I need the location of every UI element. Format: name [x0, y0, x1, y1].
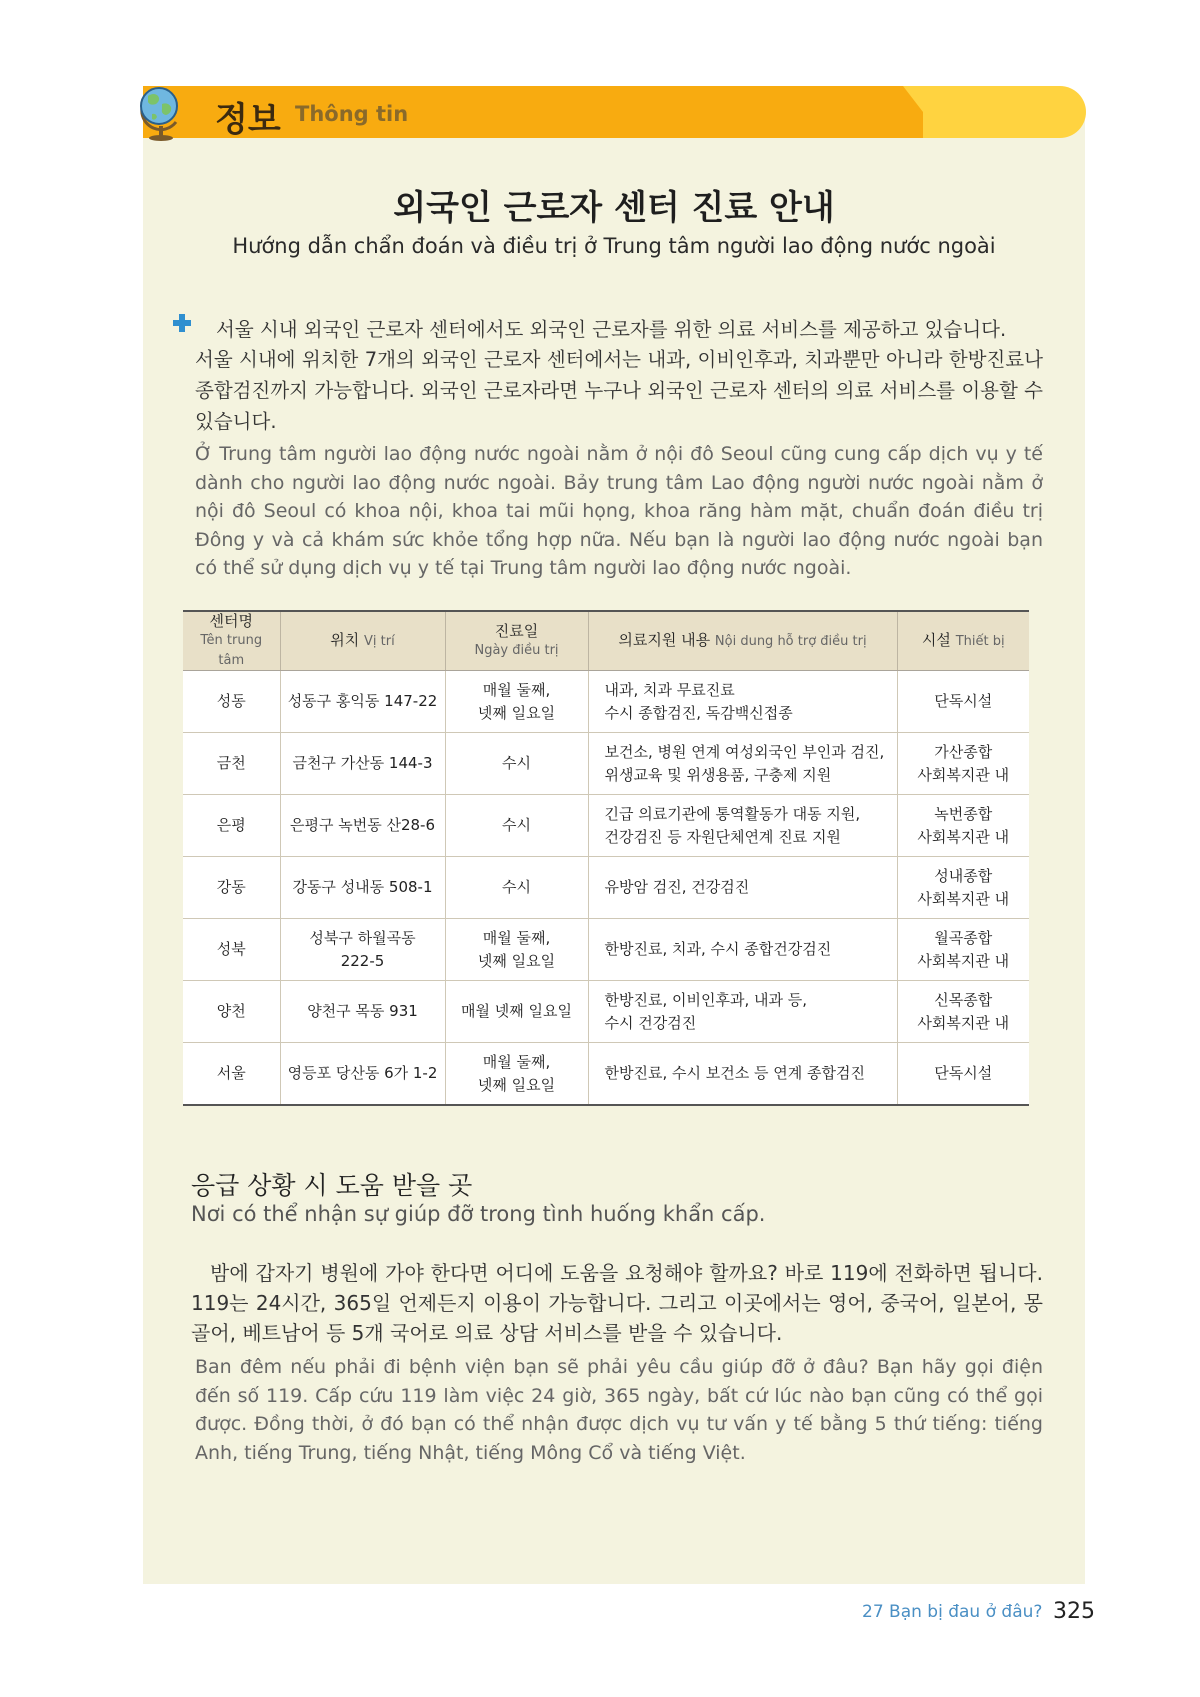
emergency-subtitle: Nơi có thể nhận sự giúp đỡ trong tình huống khẩn cấp. — [191, 1202, 766, 1226]
cell-support: 보건소, 병원 연계 여성외국인 부인과 검진, 위생교육 및 위생용품, 구충제 지원 — [588, 733, 897, 795]
cell-day: 수시 — [445, 733, 588, 795]
cell-name: 금천 — [183, 733, 280, 795]
cell-name: 성동 — [183, 671, 280, 733]
intro-body-ko: 서울 시내에 위치한 7개의 외국인 근로자 센터에서는 내과, 이비인후과, 치과뿐만 아니라 한방진료나 종합검진까지 가능합니다. 외국인 근로자라면 누구나 외국인 근로자 센터의 의료 서비스를 이용할 수 있습니다. — [195, 348, 1043, 433]
cell-day: 매월 둘째, 넷째 일요일 — [445, 1043, 588, 1106]
cell-facility: 단독시설 — [897, 671, 1029, 733]
cell-name: 서울 — [183, 1043, 280, 1106]
plus-icon — [172, 313, 192, 333]
cell-day: 매월 둘째, 넷째 일요일 — [445, 671, 588, 733]
cell-facility: 가산종합 사회복지관 내 — [897, 733, 1029, 795]
page-title: 외국인 근로자 센터 진료 안내 — [393, 188, 835, 228]
footer-chapter: 27 Bạn bị đau ở đâu? — [862, 1602, 1043, 1622]
header-center-name: 센터명 Tên trung tâm — [183, 611, 280, 671]
cell-day: 수시 — [445, 795, 588, 857]
header-day: 진료일 Ngày điều trị — [445, 611, 588, 671]
center-table — [183, 610, 1029, 1106]
cell-facility: 녹번종합 사회복지관 내 — [897, 795, 1029, 857]
cell-location: 성북구 하월곡동 222-5 — [280, 919, 445, 981]
cell-facility: 단독시설 — [897, 1043, 1029, 1106]
header-location: 위치 Vị trí — [280, 611, 445, 671]
cell-location: 양천구 목동 931 — [280, 981, 445, 1043]
cell-name: 은평 — [183, 795, 280, 857]
cell-location: 강동구 성내동 508-1 — [280, 857, 445, 919]
cell-support: 유방암 검진, 건강검진 — [588, 857, 897, 919]
cell-name: 성북 — [183, 919, 280, 981]
table-row — [183, 795, 1029, 857]
banner-title: 정보 — [215, 100, 281, 138]
header-support: 의료지원 내용 Nội dung hỗ trợ điều trị — [588, 611, 897, 671]
intro-body-vi: Ở Trung tâm người lao động nước ngoài nằm ở nội đô Seoul cũng cung cấp dịch vụ y tế dành cho người lao động nước ngoài. Bảy trung tâm Lao động người nước ngoài nằm ở nội đô Seoul có khoa nội, khoa tai mũi họng, khoa răng hàm mặt, chuẩn đoán điều trị Đông y và cả khám sức khỏe tổng hợp nữa. Nếu bạn là người lao động nước ngoài bạn có thể sử dụng dịch vụ y tế tại Trung tâm người lao động nước ngoài. — [195, 443, 1043, 579]
cell-name: 강동 — [183, 857, 280, 919]
table-row — [183, 857, 1029, 919]
header-facility: 시설 Thiết bị — [897, 611, 1029, 671]
cell-support: 한방진료, 수시 보건소 등 연계 종합검진 — [588, 1043, 897, 1106]
table-row — [183, 981, 1029, 1043]
cell-support: 긴급 의료기관에 통역활동가 대동 지원, 건강검진 등 자원단체연계 진료 지원 — [588, 795, 897, 857]
cell-name: 양천 — [183, 981, 280, 1043]
cell-day: 매월 넷째 일요일 — [445, 981, 588, 1043]
cell-support: 내과, 치과 무료진료 수시 종합검진, 독감백신접종 — [588, 671, 897, 733]
cell-day: 수시 — [445, 857, 588, 919]
emergency-body-ko: 밤에 갑자기 병원에 가야 한다면 어디에 도움을 요청해야 할까요? 바로 119에 전화하면 됩니다. 119는 24시간, 365일 언제든지 이용이 가능합니다. 그리고 이곳에서는 영어, 중국어, 일본어, 몽골어, 베트남어 등 5개 국어로 의료 상담 서비스를 받을 수 있습니다. — [191, 1261, 1043, 1345]
table-row — [183, 671, 1029, 733]
cell-location: 은평구 녹번동 산28-6 — [280, 795, 445, 857]
cell-support: 한방진료, 이비인후과, 내과 등, 수시 건강검진 — [588, 981, 897, 1043]
cell-day: 매월 둘째, 넷째 일요일 — [445, 919, 588, 981]
banner-subtitle: Thông tin — [295, 102, 409, 126]
table-row — [183, 1043, 1029, 1106]
page-subtitle: Hướng dẫn chẩn đoán và điều trị ở Trung tâm người lao động nước ngoài — [232, 234, 996, 258]
cell-facility: 월곡종합 사회복지관 내 — [897, 919, 1029, 981]
emergency-body-vi: Ban đêm nếu phải đi bệnh viện bạn sẽ phải yêu cầu giúp đỡ ở đâu? Bạn hãy gọi điện đến số 119. Cấp cứu 119 làm việc 24 giờ, 365 ngày, bất cứ lúc nào bạn cũng có thể gọi được. Đồng thời, ở đó bạn có thể nhận được dịch vụ tư vấn y tế bằng 5 thứ tiếng: tiếng Anh, tiếng Trung, tiếng Nhật, tiếng Mông Cổ và tiếng Việt. — [195, 1356, 1043, 1464]
table-row — [183, 733, 1029, 795]
table-header-row — [183, 611, 1029, 671]
section-banner — [143, 86, 1086, 138]
cell-location: 금천구 가산동 144-3 — [280, 733, 445, 795]
cell-facility: 성내종합 사회복지관 내 — [897, 857, 1029, 919]
emergency-title: 응급 상황 시 도움 받을 곳 — [191, 1171, 473, 1200]
table-row — [183, 919, 1029, 981]
globe-icon — [136, 82, 186, 142]
cell-facility: 신목종합 사회복지관 내 — [897, 981, 1029, 1043]
cell-location: 영등포 당산동 6가 1-2 — [280, 1043, 445, 1106]
page-number: 325 — [1053, 1599, 1095, 1624]
cell-location: 성동구 홍익동 147-22 — [280, 671, 445, 733]
cell-support: 한방진료, 치과, 수시 종합건강검진 — [588, 919, 897, 981]
intro-lead-ko: 서울 시내 외국인 근로자 센터에서도 외국인 근로자를 위한 의료 서비스를 제공하고 있습니다. — [216, 318, 1007, 341]
